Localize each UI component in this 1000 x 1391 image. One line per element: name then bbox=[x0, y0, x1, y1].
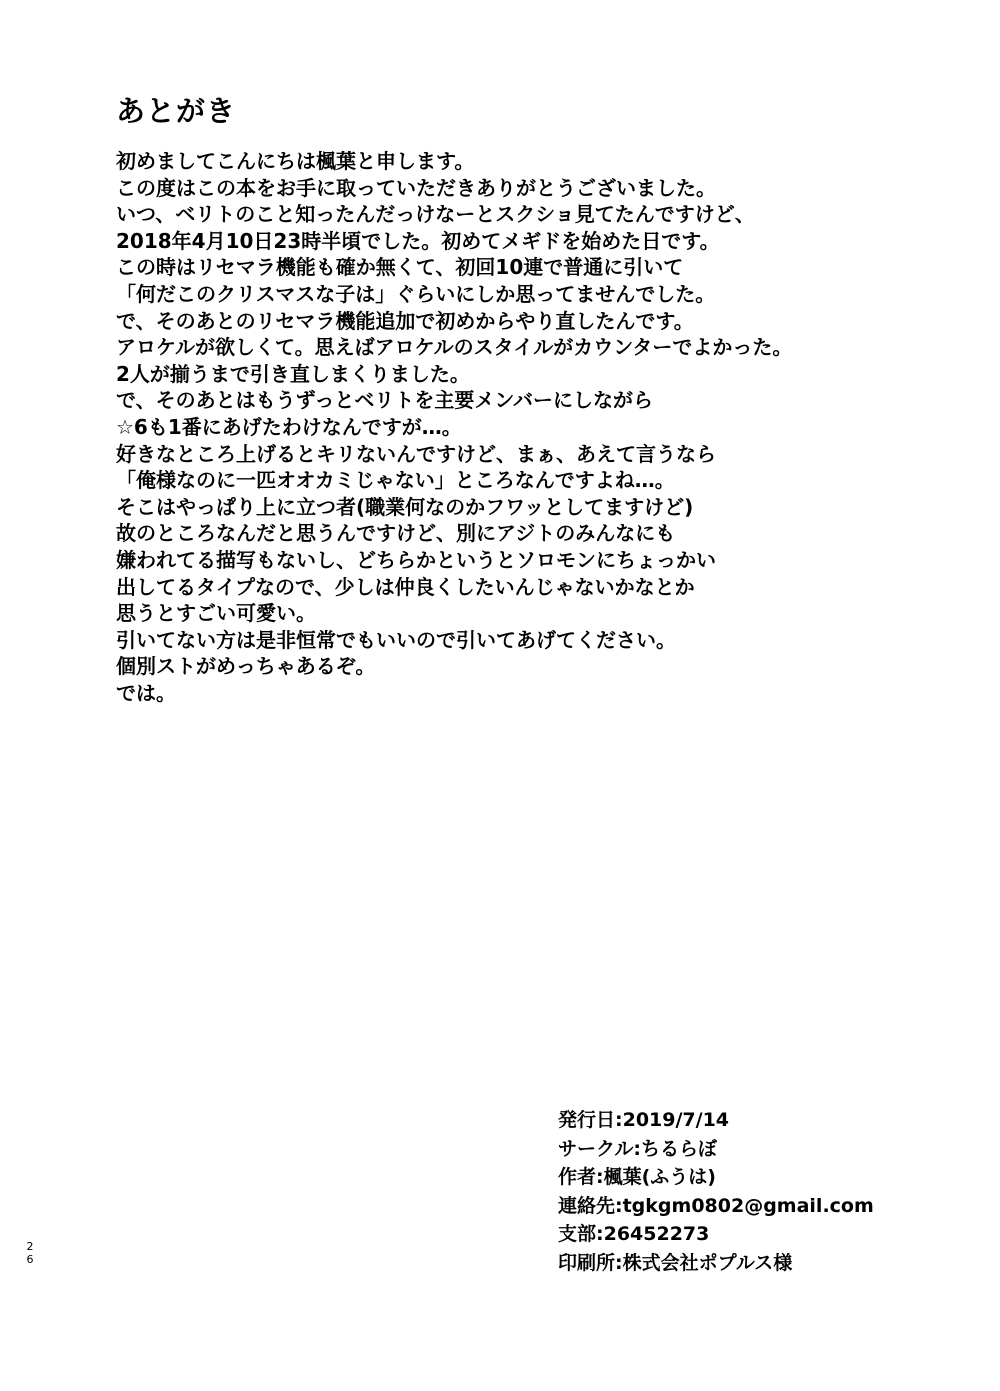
branch-id: 支部:26452273 bbox=[558, 1223, 710, 1245]
body-line: 出してるタイプなので、少しは仲良くしたいんじゃないかなとか bbox=[116, 574, 695, 599]
body-line: 思うとすごい可愛い。 bbox=[116, 601, 316, 626]
body-line: 故のところなんだと思うんですけど、別にアジトのみんなにも bbox=[116, 521, 676, 546]
body-line: 「俺様なのに一匹オオカミじゃない」ところなんですよね…。 bbox=[116, 468, 675, 493]
author-name: 作者:楓葉(ふうは) bbox=[558, 1166, 716, 1188]
body-line: 個別ストがめっちゃあるぞ。 bbox=[116, 654, 376, 679]
page-number: 26 bbox=[26, 1240, 34, 1266]
body-line: で、そのあとのリセマラ機能追加で初めからやり直したんです。 bbox=[116, 308, 694, 333]
afterword-body bbox=[116, 148, 876, 706]
body-line: 引いてない方は是非恒常でもいいので引いてあげてください。 bbox=[116, 627, 676, 652]
body-line: いつ、ベリトのこと知ったんだっけなーとスクショ見てたんですけど、 bbox=[116, 202, 755, 227]
body-line: で、そのあとはもうずっとベリトを主要メンバーにしながら bbox=[116, 388, 653, 413]
body-line: ☆6も1番にあげたわけなんですが…。 bbox=[116, 414, 462, 439]
body-line: 好きなところ上げるとキリないんですけど、まぁ、あえて言うなら bbox=[116, 441, 716, 466]
body-line: 初めましてこんにちは楓葉と申します。 bbox=[116, 149, 475, 173]
body-line: そこはやっぱり上に立つ者(職業何なのかフワッとしてますけど) bbox=[116, 494, 694, 519]
body-line: 2018年4月10日23時半頃でした。初めてメギドを始めた日です。 bbox=[116, 228, 720, 253]
body-line: アロケルが欲しくて。思えばアロケルのスタイルがカウンターでよかった。 bbox=[116, 335, 793, 360]
body-line: 「何だこのクリスマスな子は」ぐらいにしか思ってませんでした。 bbox=[116, 281, 716, 306]
page-title: あとがき bbox=[116, 94, 237, 128]
body-line: この時はリセマラ機能も確か無くて、初回10連で普通に引いて bbox=[116, 255, 684, 280]
circle-name: サークル:ちるらぼ bbox=[558, 1137, 718, 1160]
contact-email: 連絡先:tgkgm0802@gmail.com bbox=[558, 1194, 874, 1217]
issue-date: 発行日:2019/7/14 bbox=[558, 1109, 730, 1131]
body-line: 嫌われてる描写もないし、どちらかというとソロモンにちょっかい bbox=[116, 547, 716, 572]
body-line: この度はこの本をお手に取っていただきありがとうございました。 bbox=[116, 175, 716, 200]
colophon bbox=[558, 1106, 918, 1277]
body-line: では。 bbox=[116, 680, 176, 705]
printer-name: 印刷所:株式会社ポプルス様 bbox=[558, 1251, 793, 1274]
body-line: 2人が揃うまで引き直しまくりました。 bbox=[116, 361, 470, 386]
